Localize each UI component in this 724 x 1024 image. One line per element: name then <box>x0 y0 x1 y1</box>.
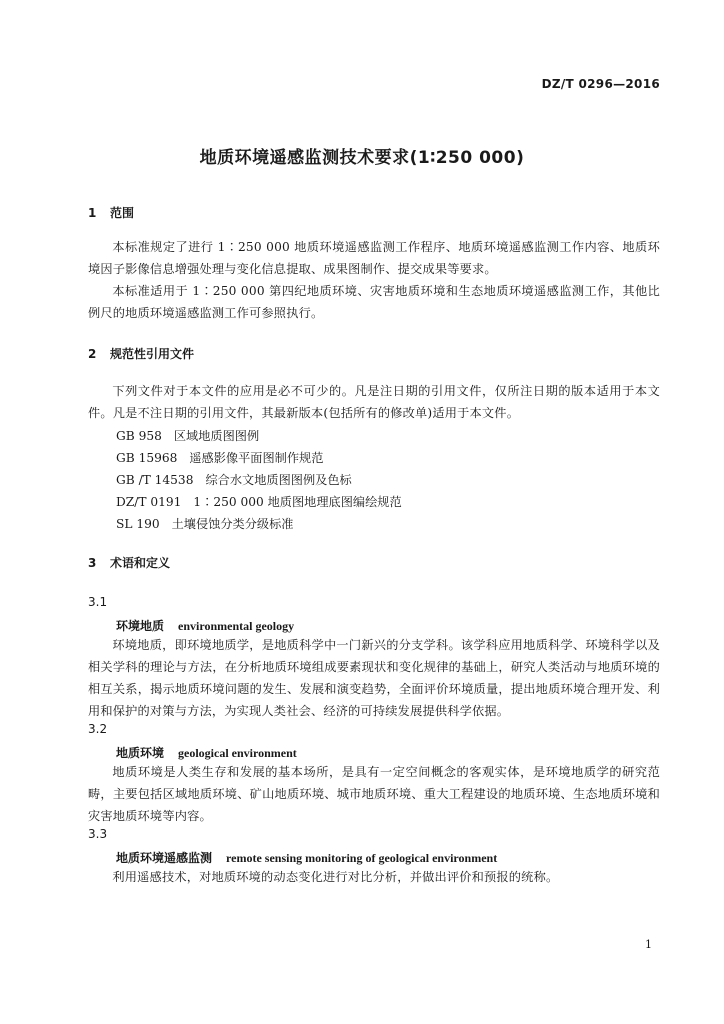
term-definition: 利用遥感技术，对地质环境的动态变化进行对比分析，并做出评价和预报的统称。 <box>112 870 559 884</box>
term-chinese: 地质环境遥感监测 <box>116 851 213 865</box>
term-definition: 地质环境是人类生存和发展的基本场所，是具有一定空间概念的客观实体，是环境地质学的研究范畴，主要包括区域地质环境、矿山地质环境、城市地质环境、重大工程建设的地质环境、生态地质环境和灾害地质环境等内容。 <box>88 765 660 823</box>
reference-code: GB 958 <box>116 429 162 443</box>
term-heading <box>116 617 294 634</box>
reference-code: GB /T 14538 <box>116 473 194 487</box>
term-english: geological environment <box>178 746 297 760</box>
section-title: 范围 <box>110 206 135 220</box>
reference-code: DZ/T 0191 <box>116 495 182 509</box>
paragraph: 下列文件对于本文件的应用是必不可少的。凡是注日期的引用文件，仅所注日期的版本适用于本文件。凡是不注日期的引用文件，其最新版本(包括所有的修改单)适用于本文件。 <box>88 384 660 420</box>
reference-item <box>116 469 352 491</box>
reference-code: GB 15968 <box>116 451 178 465</box>
term-chinese: 环境地质 <box>116 619 165 633</box>
term-english: environmental geology <box>178 619 295 633</box>
term-number: 3.3 <box>88 827 108 841</box>
term-definition: 环境地质，即环境地质学，是地质科学中一门新兴的分支学科。该学科应用地质科学、环境科学以及相关学科的理论与方法，在分析地质环境组成要素现状和变化规律的基础上，研究人类活动与地质环境的相互关系，揭示地质环境问题的发生、发展和演变趋势，全面评价环境质量，提出地质环境合理开发、利用和保护的对策与方法，为实现人类社会、经济的可持续发展提供科学依据。 <box>88 638 660 718</box>
paragraph: 本标准规定了进行 1∶250 000 地质环境遥感监测工作程序、地质环境遥感监测工作内容、地质环境因子影像信息增强处理与变化信息提取、成果图制作、提交成果等要求。 <box>88 240 660 276</box>
reference-code: SL 190 <box>116 517 160 531</box>
section-heading-normative-references <box>88 345 194 362</box>
section-title: 术语和定义 <box>110 556 171 570</box>
page-number: 1 <box>645 938 652 951</box>
term-number: 3.2 <box>88 722 108 736</box>
reference-title: 土壤侵蚀分类分级标准 <box>171 517 294 531</box>
reference-title: 遥感影像平面图制作规范 <box>189 451 324 465</box>
section-title: 规范性引用文件 <box>110 347 195 361</box>
section-number: 3 <box>88 556 97 570</box>
reference-title: 综合水文地质图图例及色标 <box>205 473 352 487</box>
reference-item <box>116 425 259 447</box>
term-english: remote sensing monitoring of geological environment <box>226 851 498 865</box>
section-heading-scope <box>88 204 134 221</box>
term-chinese: 地质环境 <box>116 746 165 760</box>
reference-item <box>116 491 402 513</box>
term-heading <box>116 744 297 761</box>
reference-item <box>116 513 293 535</box>
section-number: 2 <box>88 347 97 361</box>
term-heading <box>116 849 497 866</box>
term-number: 3.1 <box>88 595 108 609</box>
section-number: 1 <box>88 206 97 220</box>
section-heading-terms-definitions <box>88 554 170 571</box>
paragraph: 本标准适用于 1∶250 000 第四纪地质环境、灾害地质环境和生态地质环境遥感监测工作，其他比例尺的地质环境遥感监测工作可参照执行。 <box>88 284 660 320</box>
reference-title: 1∶250 000 地质图地理底图编绘规范 <box>193 495 402 509</box>
reference-item <box>116 447 323 469</box>
standard-number: DZ/T 0296—2016 <box>541 77 660 91</box>
document-title: 地质环境遥感监测技术要求(1∶250 000) <box>199 148 525 168</box>
reference-title: 区域地质图图例 <box>173 429 260 443</box>
